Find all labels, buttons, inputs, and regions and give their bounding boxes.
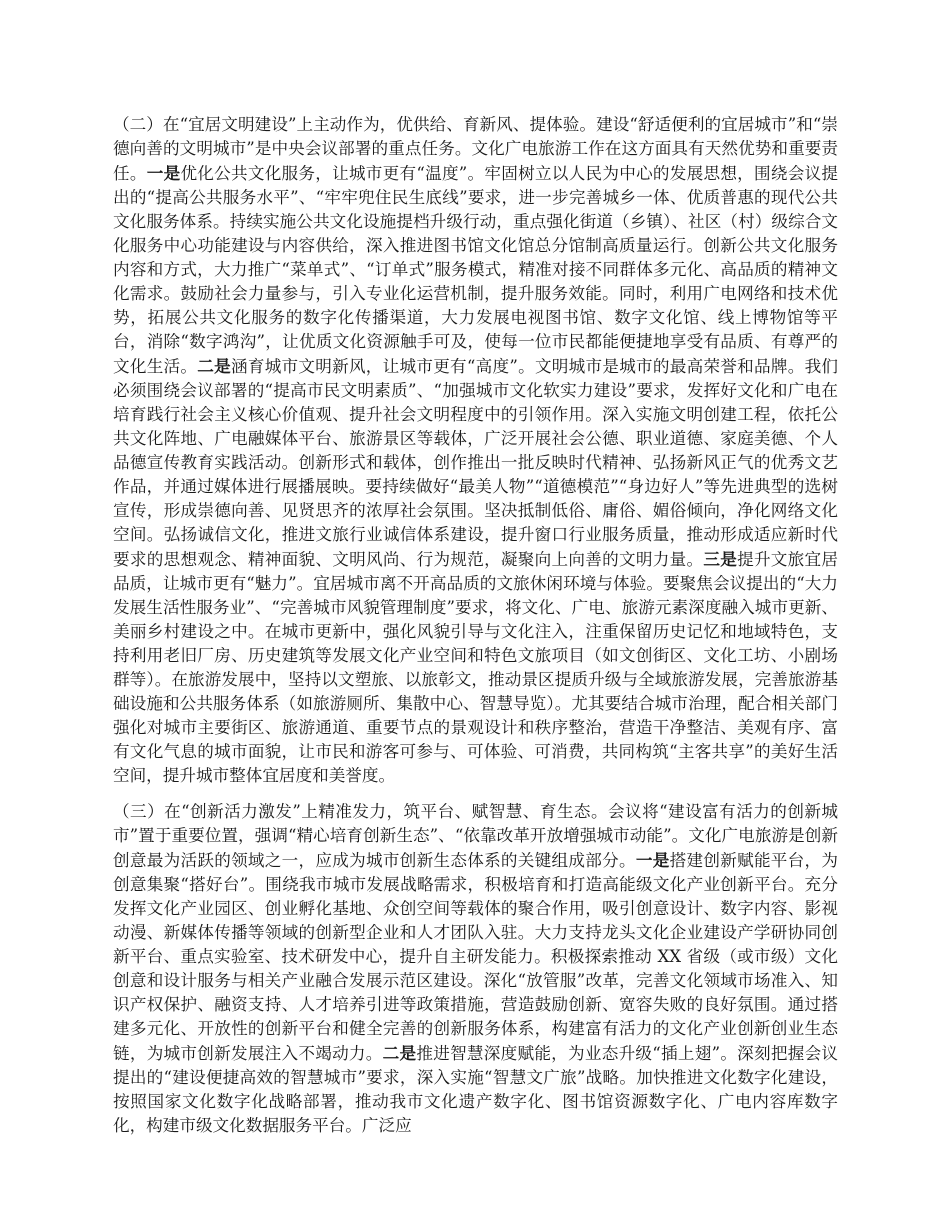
bold-marker-second: 二是 [197, 356, 231, 376]
text-segment: （二）在“宜居文明建设”上主动作为，优供给、育新风、提体验。建设“舒适便利的宜居城市”和“崇德向善的文明城市”是中央会议部署的重点任务。文化广电旅游工作在这方面具有天然优势和重要责任。 [113, 115, 838, 183]
text-segment: （三）在“创新活力激发”上精准发力，筑平台、赋智慧、育生态。会议将“建设富有活力的创新城市”置于重要位置，强调“精心培育创新生态”、“依靠改革开放增强城市动能”。文化广电旅游是创新创意最为活跃的领域之一，应成为城市创新生态体系的关键组成部分。 [113, 802, 838, 870]
text-segment: 涵育城市文明新风，让城市更有“高度”。文明城市是城市的最高荣誉和品牌。我们必须围绕会议部署的“提高市民文明素质”、“加强城市文化软实力建设”要求，发挥好文化和广电在培育践行社会主义核心价值观、提升社会文明程度中的引领作用。深入实施文明创建工程，依托公共文化阵地、广电融媒体平台、旅游景区等载体，广泛开展社会公德、职业道德、家庭美德、个人品德宣传教育实践活动。创新形式和载体，创作推出一批反映时代精神、弘扬新风正气的优秀文艺作品，并通过媒体进行展播展映。要持续做好“最美人物”“道德模范”“身边好人”等先进典型的选树宣传，形成崇德向善、见贤思齐的浓厚社会氛围。坚决抵制低俗、庸俗、媚俗倾向，净化网络文化空间。弘扬诚信文化，推进文旅行业诚信体系建设，提升窗口行业服务质量，推动形成适应新时代要求的思想观念、精神面貌、文明风尚、行为规范，凝聚向上向善的文明力量。 [113, 357, 839, 569]
text-segment: 提升文旅宜居品质，让城市更有“魅力”。宜居城市离不开高品质的文旅休闲环境与体验。要聚焦会议提出的“大力发展生活性服务业”、“完善城市风貌管理制度”要求，将文化、广电、旅游元素深度融入城市更新、美丽乡村建设之中。在城市更新中，强化风貌引导与文化注入，注重保留历史记忆和地域特色，支持利用老旧厂房、历史建筑等发展文化产业空间和特色文旅项目（如文创街区、文化工坊、小剧场群等）。在旅游发展中，坚持以文塑旅、以旅彰文，推动景区提质升级与全域旅游发展，完善旅游基础设施和公共服务体系（如旅游厕所、集散中心、智慧导览）。尤其要结合城市治理，配合相关部门强化对城市主要街区、旅游通道、重要节点的景观设计和秩序整治，营造干净整洁、美观有序、富有文化气息的城市面貌，让市民和游客可参与、可体验、可消费，共同构筑“主客共享”的美好生活空间，提升城市整体宜居度和美誉度。 [113, 550, 839, 785]
bold-marker-third: 三是 [703, 549, 738, 569]
paragraph-innovation-city [113, 800, 838, 1138]
bold-marker-second: 二是 [382, 1043, 417, 1063]
bold-marker-first: 一是 [146, 163, 181, 183]
text-segment: 搭建创新赋能平台，为创意集聚“搭好台”。围绕我市城市发展战略需求，积极培育和打造高能级文化产业创新平台。充分发挥文化产业园区、创业孵化基地、众创空间等载体的聚合作用，吸引创意设计、数字内容、影视动漫、新媒体传播等领域的创新型企业和人才团队入驻。大力支持龙头文化企业建设产学研协同创新平台、重点实验室、技术研发中心，提升自主研发能力。积极探索推动 XX 省级（或市级）文化创意和设计服务与相关产业融合发展示范区建设。深化“放管服”改革，完善文化领域市场准入、知识产权保护、融资支持、人才培养引进等政策措施，营造鼓励创新、宽容失败的良好氛围。通过搭建多元化、开放性的创新平台和健全完善的创新服务体系，构建富有活力的文化产业创新创业生态链，为城市创新发展注入不竭动力。 [113, 851, 839, 1063]
bold-marker-first: 一是 [635, 850, 670, 870]
text-segment: 推进智慧深度赋能，为业态升级“插上翅”。深刻把握会议提出的“建设便捷高效的智慧城市”要求，深入实施“智慧文广旅”战略。加快推进文化数字化建设，按照国家文化数字化战略部署，推动我市文化遗产数字化、图书馆资源数字化、广电内容库数字化，构建市级文化数据服务平台。广泛应 [113, 1044, 839, 1135]
document-page [113, 113, 838, 1138]
paragraph-livable-city [113, 113, 838, 788]
text-segment: 优化公共文化服务，让城市更有“温度”。牢固树立以人民为中心的发展思想，围绕会议提出的“提高公共服务水平”、“牢牢兜住民生底线”要求，进一步完善城乡一体、优质普惠的现代公共文化服务体系。持续实施公共文化设施提档升级行动，重点强化街道（乡镇）、社区（村）级综合文化服务中心功能建设与内容供给，深入推进图书馆文化馆总分馆制高质量运行。创新公共文化服务内容和方式，大力推广“菜单式”、“订单式”服务模式，精准对接不同群体多元化、高品质的精神文化需求。鼓励社会力量参与，引入专业化运营机制，提升服务效能。同时，利用广电网络和技术优势，拓展公共文化服务的数字化传播渠道，大力发展电视图书馆、数字文化馆、线上博物馆等平台，消除“数字鸿沟”，让优质文化资源触手可及，使每一位市民都能便捷地享受有品质、有尊严的文化生活。 [113, 164, 839, 376]
